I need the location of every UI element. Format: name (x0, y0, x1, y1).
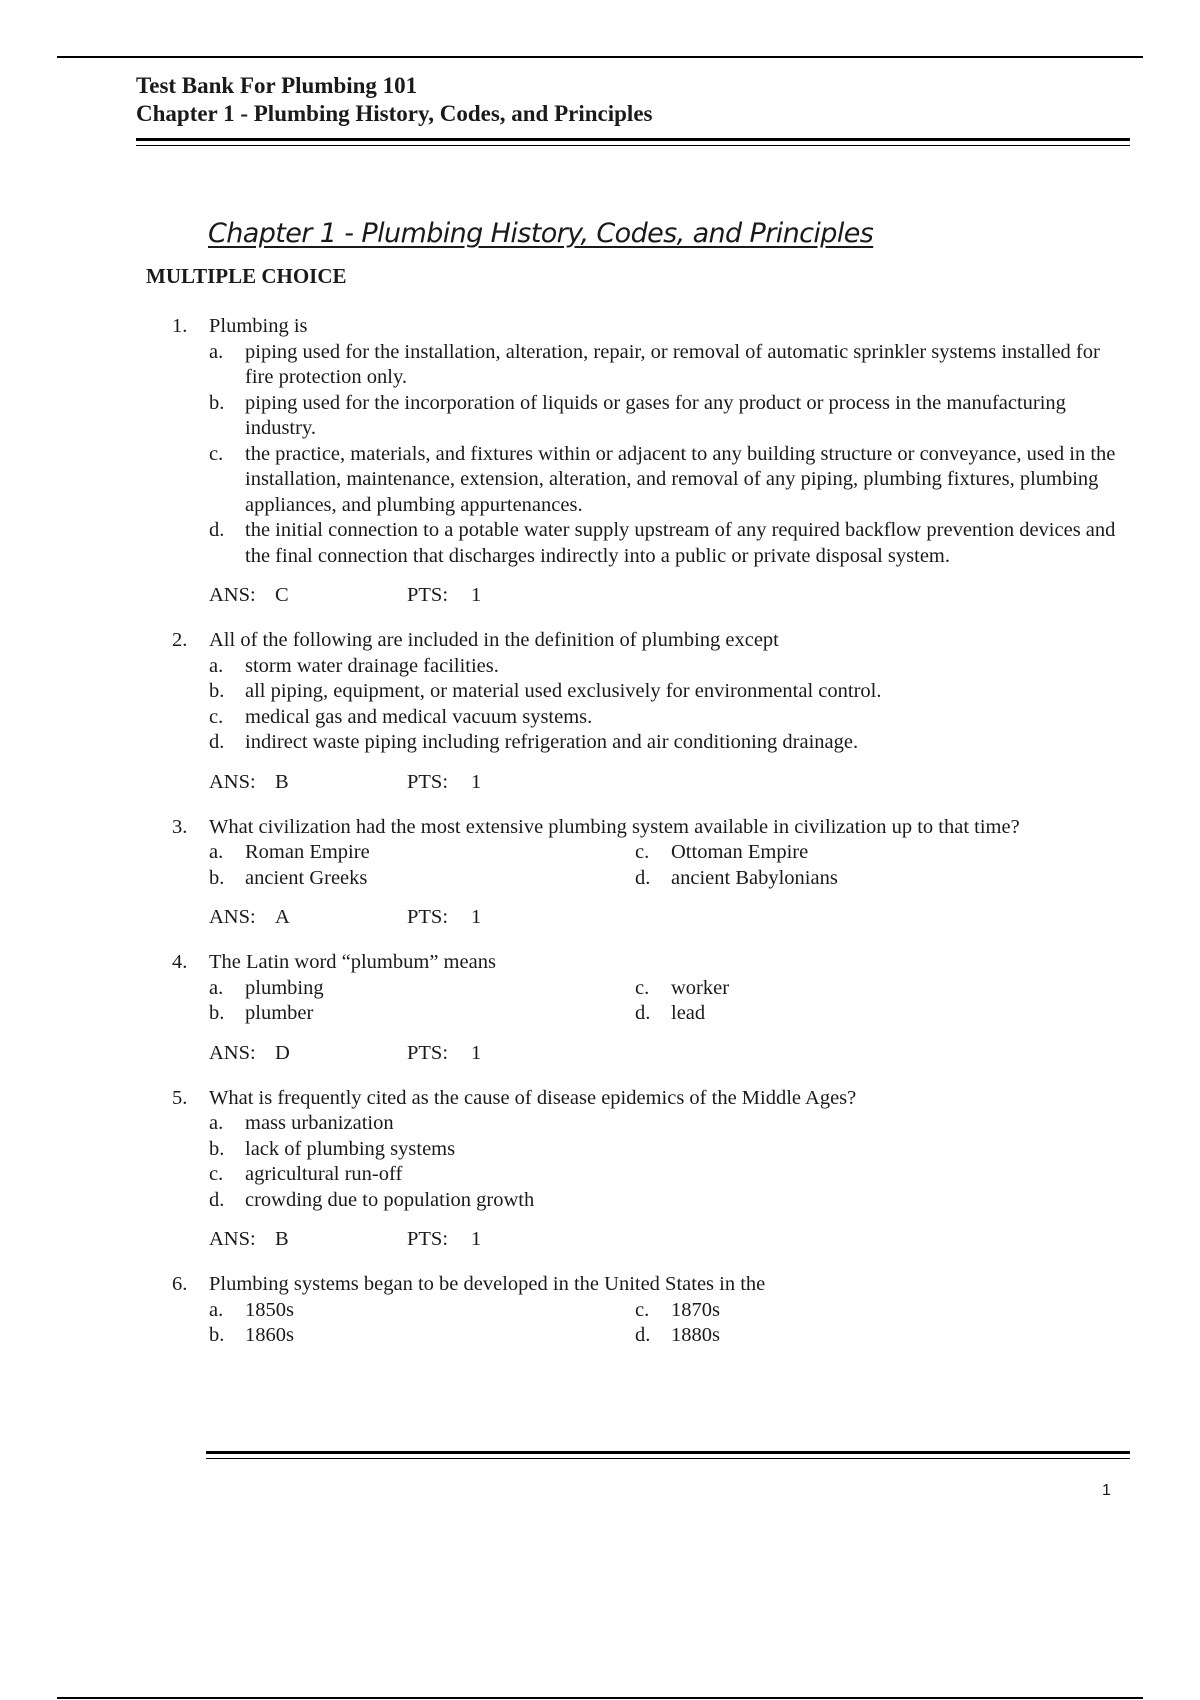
answer-value: B (275, 770, 289, 793)
points-value: 1 (471, 584, 482, 606)
header-book-title: Test Bank For Plumbing 101 (136, 73, 418, 98)
pts-label: PTS: (407, 584, 449, 606)
option-b (209, 1001, 635, 1027)
answer-row (209, 770, 1132, 795)
question-number: 6. (172, 1273, 188, 1295)
option-list (209, 340, 1132, 570)
question-list (172, 314, 1132, 1369)
option-letter: c. (635, 841, 650, 863)
option-b (209, 391, 1132, 442)
option-letter: b. (209, 866, 225, 889)
option-text: indirect waste piping including refrigeration and air conditioning drainage. (245, 731, 859, 753)
option-c (209, 1162, 1132, 1188)
option-letter: a. (209, 340, 224, 363)
answer-value: D (275, 1041, 290, 1064)
option-b (209, 1137, 1132, 1163)
question-3 (172, 815, 1132, 931)
option-letter: b. (209, 680, 225, 702)
option-grid (209, 976, 1132, 1027)
option-a (209, 654, 1132, 680)
option-text: the practice, materials, and fixtures within or adjacent to any building structure or conveyance, used in the installation, maintenance, extension, alteration, and removal of any piping, plumbing fixtures, plumbing appliances, and plumbing appurtenances. (245, 442, 1116, 516)
option-letter: c. (635, 1298, 650, 1321)
header-double-rule (136, 138, 1130, 146)
option-d (635, 1323, 1132, 1349)
page-number: 1 (1102, 1482, 1111, 1499)
option-letter: a. (209, 1298, 224, 1321)
option-text: 1880s (671, 1324, 720, 1346)
option-d (635, 1001, 1132, 1027)
option-d (635, 866, 1132, 892)
option-a (209, 976, 635, 1002)
option-text: plumbing (245, 976, 324, 999)
question-stem: What is frequently cited as the cause of disease epidemics of the Middle Ages? (209, 1086, 857, 1109)
ans-label: ANS: (209, 906, 256, 928)
option-grid (209, 840, 1132, 891)
answer-row (209, 583, 1132, 608)
question-stem: All of the following are included in the definition of plumbing except (209, 629, 779, 651)
ans-label: ANS: (209, 1041, 256, 1064)
option-letter: d. (635, 1324, 651, 1346)
option-list (209, 1111, 1132, 1213)
option-text: mass urbanization (245, 1112, 394, 1134)
option-letter: b. (209, 1137, 225, 1160)
question-1 (172, 314, 1132, 608)
option-letter: a. (209, 1112, 224, 1134)
question-number: 3. (172, 815, 188, 838)
option-letter: a. (209, 841, 224, 863)
option-c (209, 705, 1132, 731)
option-text: 1860s (245, 1324, 294, 1346)
option-text: ancient Greeks (245, 866, 368, 889)
pts-label: PTS: (407, 1228, 449, 1250)
option-letter: d. (209, 731, 225, 753)
points-value: 1 (471, 1228, 482, 1250)
footer-double-rule (206, 1451, 1130, 1459)
option-letter: d. (209, 1188, 225, 1211)
option-text: piping used for the installation, alteration, repair, or removal of automatic sprinkler systems installed for fire protection only. (245, 340, 1100, 388)
answer-value: B (275, 1228, 289, 1250)
option-c (635, 840, 1132, 866)
question-number: 2. (172, 629, 188, 651)
option-a (209, 1298, 635, 1324)
option-letter: b. (209, 391, 225, 414)
pts-label: PTS: (407, 1041, 449, 1064)
question-4 (172, 950, 1132, 1066)
option-text: piping used for the incorporation of liquids or gases for any product or process in the manufacturing industry. (245, 391, 1066, 439)
option-text: Ottoman Empire (671, 841, 809, 863)
option-letter: b. (209, 1002, 225, 1024)
option-letter: c. (209, 442, 224, 465)
answer-value: A (275, 906, 290, 928)
answer-row (209, 1041, 1132, 1066)
chapter-title: Chapter 1 - Plumbing History, Codes, and Principles (208, 218, 874, 249)
option-c (635, 976, 1132, 1002)
option-text: storm water drainage facilities. (245, 654, 499, 677)
option-d (209, 518, 1132, 569)
question-5 (172, 1086, 1132, 1253)
option-text: plumber (245, 1002, 314, 1024)
question-6 (172, 1272, 1132, 1349)
top-border-rule (57, 56, 1143, 58)
pts-label: PTS: (407, 770, 449, 793)
answer-value: C (275, 584, 289, 606)
points-value: 1 (471, 770, 482, 793)
option-text: all piping, equipment, or material used exclusively for environmental control. (245, 680, 882, 702)
question-number: 5. (172, 1086, 188, 1109)
option-letter: c. (635, 976, 650, 999)
option-b (209, 1323, 635, 1349)
option-letter: d. (635, 866, 651, 889)
answer-row (209, 1227, 1132, 1252)
option-text: medical gas and medical vacuum systems. (245, 705, 593, 728)
option-b (209, 679, 1132, 705)
option-letter: b. (209, 1324, 225, 1346)
section-heading: MULTIPLE CHOICE (146, 264, 347, 288)
running-header (136, 72, 1130, 146)
ans-label: ANS: (209, 770, 256, 793)
question-stem: What civilization had the most extensive plumbing system available in civilization up to that time? (209, 815, 1020, 838)
option-text: crowding due to population growth (245, 1188, 535, 1211)
option-a (209, 840, 635, 866)
option-b (209, 866, 635, 892)
question-number: 1. (172, 315, 188, 337)
points-value: 1 (471, 1041, 482, 1064)
ans-label: ANS: (209, 584, 256, 606)
option-text: the initial connection to a potable water supply upstream of any required backflow prevention devices and the final connection that discharges indirectly into a public or private disposal system. (245, 519, 1116, 567)
option-text: 1850s (245, 1298, 294, 1321)
bottom-border-rule (57, 1697, 1143, 1699)
option-a (209, 1111, 1132, 1137)
points-value: 1 (471, 906, 482, 928)
option-letter: d. (635, 1002, 651, 1024)
option-c (635, 1298, 1132, 1324)
option-letter: a. (209, 654, 224, 677)
option-text: ancient Babylonians (671, 866, 838, 889)
option-text: lack of plumbing systems (245, 1137, 456, 1160)
option-text: worker (671, 976, 730, 999)
pts-label: PTS: (407, 906, 449, 928)
option-grid (209, 1298, 1132, 1349)
ans-label: ANS: (209, 1228, 256, 1250)
answer-row (209, 905, 1132, 930)
option-d (209, 1188, 1132, 1214)
question-stem: The Latin word “plumbum” means (209, 951, 496, 973)
option-text: 1870s (671, 1298, 720, 1321)
option-letter: c. (209, 705, 224, 728)
option-letter: a. (209, 976, 224, 999)
option-letter: c. (209, 1163, 224, 1185)
question-2 (172, 628, 1132, 795)
option-c (209, 442, 1132, 519)
question-number: 4. (172, 951, 188, 973)
question-stem: Plumbing is (209, 315, 308, 337)
option-list (209, 654, 1132, 756)
option-a (209, 340, 1132, 391)
option-d (209, 730, 1132, 756)
option-text: Roman Empire (245, 841, 370, 863)
header-chapter-title: Chapter 1 - Plumbing History, Codes, and Principles (136, 101, 653, 126)
option-letter: d. (209, 519, 225, 541)
option-text: agricultural run-off (245, 1163, 403, 1185)
option-text: lead (671, 1002, 706, 1024)
question-stem: Plumbing systems began to be developed in the United States in the (209, 1273, 766, 1295)
